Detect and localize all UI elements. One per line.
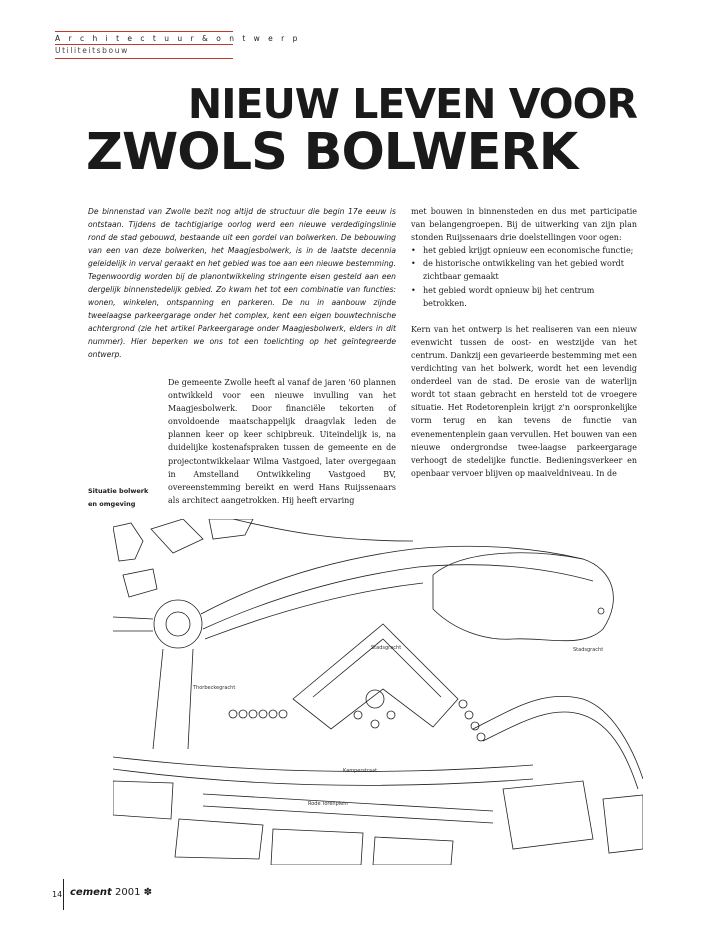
map-label: Stadsgracht <box>573 647 604 653</box>
col3-paragraph-2: Kern van het ontwerp is het realiseren van een nieuw evenwicht tussen de oost- en westzijde van het centrum. Dankzij een gevarieerde bestemming met een verdichting van het bolwerk, wordt het een levendig onderdeel van de stad. De erosie van de waterlijn wordt tot staan gebracht en hersteld tot de vroegere situatie. Het Rodetorenplein krijgt z'n oorspronkelijke vorm terug en kan tevens de functie van evenementenplein gaan vervullen. Het bouwen van een nieuwe ondergrondse twee-laagse parkeergarage verhoogt de stedelijke functie. Bedieningsverkeer en openbaar vervoer blijven op maaiveldniveau. In de <box>411 324 637 478</box>
magazine-title: cement <box>70 887 112 898</box>
intro-paragraph <box>88 205 396 361</box>
road-edge <box>233 519 413 541</box>
goal-item: • het gebied krijgt opnieuw een economische functie; <box>411 244 637 257</box>
tree <box>471 722 479 730</box>
map-label: Stadsgracht <box>371 645 402 651</box>
header-rule-mid <box>55 44 233 45</box>
building-block <box>271 829 363 865</box>
waterline <box>473 696 643 779</box>
tree <box>229 710 237 718</box>
roundabout <box>154 600 202 648</box>
tree-ring <box>366 690 384 708</box>
col3-paragraph-1: met bouwen in binnensteden en dus met participatie van belangengroepen. Bij de uitwerking van zijn plan stonden Ruijssenaars drie doelstellingen voor ogen: <box>411 207 637 243</box>
tree <box>279 710 287 718</box>
road-edge <box>205 583 423 639</box>
goal-item: • het gebied wordt opnieuw bij het centrum betrokken. <box>411 284 637 310</box>
building-block <box>603 795 643 853</box>
tree <box>269 710 277 718</box>
tree <box>465 711 473 719</box>
tree <box>477 733 485 741</box>
section-title: A r c h i t e c t u u r & o n t w e r p <box>55 34 301 43</box>
map-label: Kamperstraat <box>343 768 378 774</box>
headline-line-2: ZWOLS BOLWERK <box>86 123 578 182</box>
tree <box>249 710 257 718</box>
goal-item: • de historische ontwikkeling van het gebied wordt zichtbaar gemaakt <box>411 257 637 283</box>
body-column-2: De gemeente Zwolle heeft al vanaf de jaren '60 plannen ontwikkeld voor een nieuwe invulling van het Maagjesbolwerk. Door financiële tekorten of onvoldoende maatschappelijk draagvlak leden de plannen keer op keer schipbreuk. Uiteindelijk is, na duidelijke kostenafspraken tussen de gemeente en de projectontwikkelaar Wilma Vastgoed, later overgegaan in Amstelland Ontwikkeling Vastgoed BV, overeenstemming bereikt en werd Hans Ruijssenaars als architect aangetrokken. Hij heeft ervaring <box>168 378 396 505</box>
roundabout-center <box>166 612 190 636</box>
tree <box>354 711 362 719</box>
magazine-logo-icon: ✽ <box>143 887 153 898</box>
tree <box>371 720 379 728</box>
figure-caption <box>88 485 148 511</box>
header-rule-bottom <box>55 58 233 59</box>
building-block <box>113 781 173 819</box>
headline-line-1: NIEUW LEVEN VOOR <box>187 80 637 128</box>
road-edge <box>113 617 153 619</box>
page-number: 14 <box>52 890 63 899</box>
caption-line-2: en omgeving <box>88 500 136 508</box>
building-block <box>123 569 157 597</box>
building-block <box>151 519 203 553</box>
bastion-building <box>293 624 458 729</box>
building-block <box>113 523 143 561</box>
tree <box>387 711 395 719</box>
tree <box>239 710 247 718</box>
tree <box>259 710 267 718</box>
header-rule-top <box>55 31 233 32</box>
magazine-year: 2001 <box>115 887 141 898</box>
footer-divider <box>63 879 64 910</box>
building-block <box>175 819 263 859</box>
caption-line-1: Situatie bolwerk <box>88 487 149 495</box>
road-edge <box>188 649 193 749</box>
building-block <box>503 781 593 849</box>
road-edge <box>201 546 583 614</box>
intro-text: De binnenstad van Zwolle bezit nog altijd de structuur die begin 17e eeuw is ontstaan. Tijdens de tachtigjarige oorlog werd een nieuwe verdedigingslinie rond de stad gebouwd, bestaande uit een gordel van bolwerken. De bebouwing van een van deze bolwerken, het Maagjesbolwerk, is in de laatste decennia geleidelijk in verval geraakt en het gebied was toe aan een nieuwe bestemming. Tegenwoordig worden bij de planontwikkeling stringente eisen gesteld aan een dergelijk binnenstedelijk gebied. Zo kwam het tot een combinatie van functies: wonen, winkelen, ontspanning en parkeren. De nu in aanbouw zijnde tweelaagse parkeergarage onder het complex, kent een eigen bouwtechnische achtergrond (zie het artikel Parkeergarage onder Maagjesbolwerk, elders in dit nummer). Hier beperken we ons tot een toelichting op het geïntegreerde ontwerp. <box>88 207 396 359</box>
site-plan-map <box>113 519 643 865</box>
map-label: Rode Torenplein <box>308 801 348 807</box>
magazine-name <box>70 887 152 898</box>
goals-list <box>411 244 637 309</box>
park-outline <box>433 553 613 641</box>
road-edge <box>113 757 533 771</box>
building-block <box>373 837 453 865</box>
tree <box>459 700 467 708</box>
map-label: Thorbeckegracht <box>193 685 236 691</box>
body-column-3 <box>411 205 637 480</box>
road-edge <box>153 649 163 749</box>
section-subtitle: Utiliteitsbouw <box>55 46 129 55</box>
park-marker <box>598 608 604 614</box>
